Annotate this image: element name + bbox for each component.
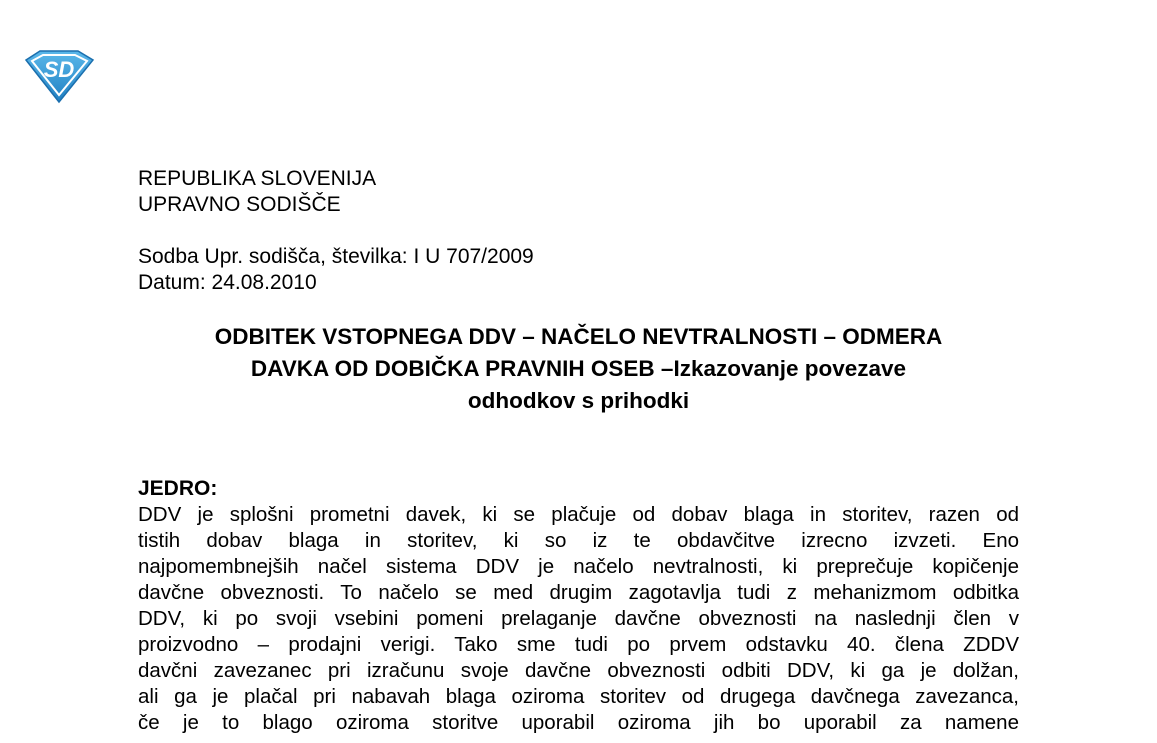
jedro-line: tistih dobav blaga in storitev, ki so iz te obdavčitve izrecno izvzeti. Eno	[138, 529, 1019, 552]
case-number: Sodba Upr. sodišča, številka: I U 707/2009	[138, 245, 534, 268]
court-logo	[22, 48, 96, 104]
jedro-line: najpomembnejših načel sistema DDV je načelo nevtralnosti, ki preprečuje kopičenje	[138, 555, 1019, 578]
country-name: REPUBLIKA SLOVENIJA	[138, 167, 377, 190]
title-line-1: ODBITEK VSTOPNEGA DDV – NAČELO NEVTRALNOSTI – ODMERA	[214, 324, 943, 349]
logo-letters: SD	[43, 57, 75, 82]
jedro-line: ali ga je plačal pri nabavah blaga oziroma storitev od drugega davčnega zavezanca,	[138, 685, 1019, 708]
title-line-2	[138, 353, 1019, 385]
document-body	[138, 166, 1019, 736]
jedro-line: če je to blago oziroma storitve uporabil oziroma jih bo uporabil za namene	[138, 711, 1019, 734]
decision-date: Datum: 24.08.2010	[138, 271, 317, 294]
document-title	[138, 321, 1019, 417]
jedro-paragraph	[138, 502, 1019, 736]
jedro-line: proizvodno – prodajni verigi. Tako sme tudi po prvem odstavku 40. člena ZDDV	[138, 633, 1019, 656]
title-line-2-rest: Izkazovanje povezave	[673, 356, 907, 381]
title-line-3: odhodkov s prihodki	[467, 388, 690, 413]
title-line-2-main: DAVKA OD DOBIČKA PRAVNIH OSEB –	[250, 356, 674, 381]
shield-logo-icon	[22, 48, 96, 104]
jedro-label: JEDRO:	[138, 477, 218, 500]
jedro-line: davčne obveznosti. To načelo se med drugim zagotavlja tudi z mehanizmom odbitka	[138, 581, 1019, 604]
jedro-line: DDV je splošni prometni davek, ki se plačuje od dobav blaga in storitev, razen od	[138, 503, 1019, 526]
court-name: UPRAVNO SODIŠČE	[138, 193, 341, 216]
jedro-line: davčni zavezanec pri izračunu svoje davčne obveznosti odbiti DDV, ki ga je dolžan,	[138, 659, 1019, 682]
jedro-line: DDV, ki po svoji vsebini pomeni prelaganje davčne obveznosti na naslednji člen v	[138, 607, 1019, 630]
